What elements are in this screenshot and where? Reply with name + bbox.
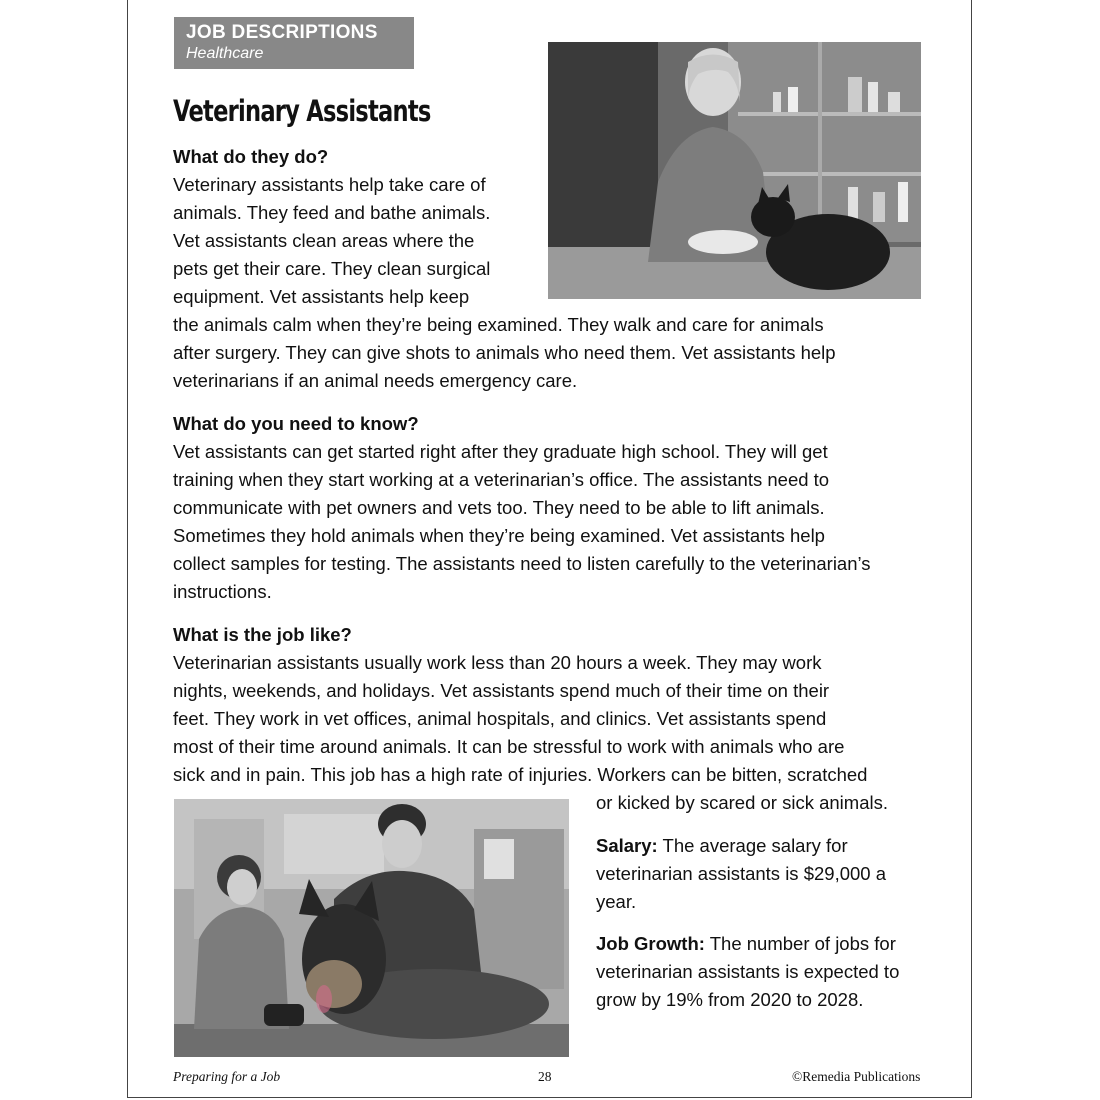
salary-line (596, 835, 848, 857)
growth-label: Job Growth: (596, 933, 705, 954)
body-line: animals. They feed and bathe animals. (173, 202, 491, 223)
body-line: feet. They work in vet offices, animal hospitals, and clinics. Vet assistants spend (173, 708, 827, 729)
body-line: veterinarians if an animal needs emergency care. (173, 370, 578, 391)
body-line: most of their time around animals. It can be stressful to work with animals who are (173, 736, 845, 757)
footer-publisher: ©Remedia Publications (792, 1069, 921, 1084)
body-line: Veterinarian assistants usually work less than 20 hours a week. They may work (173, 652, 822, 673)
body-line: equipment. Vet assistants help keep (173, 286, 470, 307)
body-line: Vet assistants clean areas where the (173, 230, 475, 251)
body-line: collect samples for testing. The assistants need to listen carefully to the veterinarian’s (173, 553, 871, 574)
growth-line: grow by 19% from 2020 to 2028. (596, 989, 864, 1010)
body-line: Vet assistants can get started right after they graduate high school. They will get (173, 441, 828, 462)
section-heading-like: What is the job like? (173, 624, 352, 645)
salary-line: year. (596, 891, 637, 912)
growth-line (596, 933, 896, 955)
body-line: after surgery. They can give shots to animals who need them. Vet assistants help (173, 342, 836, 363)
salary-label: Salary: (596, 835, 658, 856)
body-line: the animals calm when they’re being examined. They walk and care for animals (173, 314, 824, 335)
body-line: nights, weekends, and holidays. Vet assistants spend much of their time on their (173, 680, 830, 701)
body-line: training when they start working at a veterinarian’s office. The assistants need to (173, 469, 830, 490)
body-line: Sometimes they hold animals when they’re being examined. Vet assistants help (173, 525, 825, 546)
body-line: communicate with pet owners and vets too. They need to be able to lift animals. (173, 497, 825, 518)
body-line: Veterinary assistants help take care of (173, 174, 486, 195)
category-header (174, 17, 414, 69)
photo-assistant-with-cat (548, 42, 921, 299)
salary-text: The average salary for (657, 835, 848, 856)
page-title: Veterinary Assistants (173, 94, 431, 128)
category-label: JOB DESCRIPTIONS (186, 22, 378, 43)
salary-line: veterinarian assistants is $29,000 a (596, 863, 887, 884)
body-line: instructions. (173, 581, 272, 602)
photo-vets-with-dog (174, 799, 569, 1057)
growth-text: The number of jobs for (704, 933, 896, 954)
section-heading-know: What do you need to know? (173, 413, 419, 434)
growth-line: veterinarian assistants is expected to (596, 961, 900, 982)
body-line: or kicked by scared or sick animals. (596, 792, 888, 813)
body-line: sick and in pain. This job has a high rate of injuries. Workers can be bitten, scratched (173, 764, 868, 785)
footer-page-number: 28 (538, 1069, 552, 1084)
section-heading-do: What do they do? (173, 146, 329, 167)
body-line: pets get their care. They clean surgical (173, 258, 491, 279)
subcategory-label: Healthcare (186, 45, 264, 62)
footer-book-title: Preparing for a Job (173, 1069, 281, 1084)
